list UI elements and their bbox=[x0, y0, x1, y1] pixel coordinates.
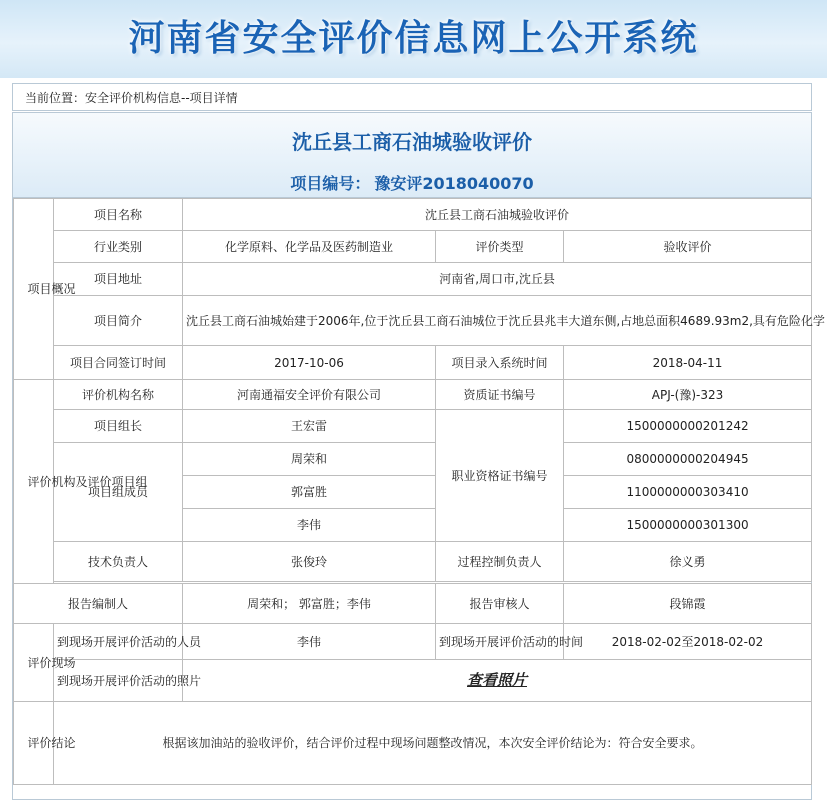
process-lead-label: 过程控制负责人 bbox=[436, 542, 564, 582]
tech-lead-value: 张俊玲 bbox=[183, 542, 436, 582]
site-title: 河南省安全评价信息网上公开系统 bbox=[128, 18, 699, 59]
tech-lead-label: 技术负责人 bbox=[54, 542, 183, 582]
table-row bbox=[14, 542, 812, 582]
conclusion-text: 根据该加油站的验收评价，结合评价过程中现场问题整改情况，本次安全评价结论为：符合安全要求。 bbox=[54, 702, 812, 785]
site-photo-label: 到现场开展评价活动的照片 bbox=[54, 660, 183, 702]
site-photo-cell bbox=[183, 660, 812, 702]
intro-value: 沈丘县工商石油城始建于2006年,位于沈丘县工商石油城位于沈丘县兆丰大道东侧,占地总面积4689.93m2,具有危险化学 bbox=[183, 296, 812, 346]
report-author-label: 报告编制人 bbox=[14, 584, 183, 624]
view-photos-link[interactable]: 查看照片 bbox=[467, 671, 528, 689]
site-time-label: 到现场开展评价活动的时间 bbox=[436, 624, 564, 660]
project-detail-table bbox=[13, 198, 825, 785]
cert-no-label: 资质证书编号 bbox=[436, 380, 564, 410]
entry-time-value: 2018-04-11 bbox=[564, 346, 812, 380]
table-row bbox=[14, 380, 812, 410]
site-staff-label: 到现场开展评价活动的人员 bbox=[54, 624, 183, 660]
member-name: 李伟 bbox=[183, 509, 436, 542]
qual-cert-number: 1500000000201242 bbox=[564, 410, 812, 443]
project-heading bbox=[13, 113, 811, 198]
contract-date-label: 项目合同签订时间 bbox=[54, 346, 183, 380]
project-detail-panel bbox=[12, 112, 825, 800]
table-row bbox=[14, 443, 812, 476]
qual-cert-number: 0800000000204945 bbox=[564, 443, 812, 476]
contract-date-value: 2017-10-06 bbox=[183, 346, 436, 380]
entry-time-label: 项目录入系统时间 bbox=[436, 346, 564, 380]
project-name-value: 沈丘县工商石油城验收评价 bbox=[183, 199, 812, 231]
section-label-team: 评价机构及评价项目组 bbox=[14, 380, 54, 584]
project-title: 沈丘县工商石油城验收评价 bbox=[292, 130, 532, 154]
leader-name: 王宏雷 bbox=[183, 410, 436, 443]
table-row bbox=[14, 231, 812, 263]
report-reviewer-label: 报告审核人 bbox=[436, 584, 564, 624]
leader-label: 项目组长 bbox=[54, 410, 183, 443]
address-value: 河南省,周口市,沈丘县 bbox=[183, 263, 812, 296]
report-reviewer-value: 段锦霞 bbox=[564, 584, 812, 624]
table-row bbox=[14, 296, 812, 346]
report-author-value: 周荣和； 郭富胜；李伟 bbox=[183, 584, 436, 624]
intro-label: 项目简介 bbox=[54, 296, 183, 346]
project-code-label: 项目编号： bbox=[290, 174, 371, 193]
site-staff-value: 李伟 bbox=[183, 624, 436, 660]
address-label: 项目地址 bbox=[54, 263, 183, 296]
industry-value: 化学原料、化学品及医药制造业 bbox=[183, 231, 436, 263]
section-label-site: 评价现场 bbox=[14, 624, 54, 702]
member-name: 周荣和 bbox=[183, 443, 436, 476]
project-name-label: 项目名称 bbox=[54, 199, 183, 231]
table-row bbox=[14, 660, 812, 702]
table-row bbox=[14, 199, 812, 231]
eval-type-value: 验收评价 bbox=[564, 231, 812, 263]
site-time-value: 2018-02-02至2018-02-02 bbox=[564, 624, 812, 660]
eval-type-label: 评价类型 bbox=[436, 231, 564, 263]
table-row bbox=[14, 702, 812, 785]
member-name: 郭富胜 bbox=[183, 476, 436, 509]
industry-label: 行业类别 bbox=[54, 231, 183, 263]
section-label-conclusion: 评价结论 bbox=[14, 702, 54, 785]
table-row bbox=[14, 346, 812, 380]
cert-no-value: APJ-(豫)-323 bbox=[564, 380, 812, 410]
breadcrumb: 当前位置：安全评价机构信息--项目详情 bbox=[12, 83, 812, 111]
org-name-value: 河南通福安全评价有限公司 bbox=[183, 380, 436, 410]
section-label-overview: 项目概况 bbox=[14, 199, 54, 380]
project-code bbox=[13, 171, 811, 194]
table-row bbox=[14, 624, 812, 660]
qual-cert-label: 职业资格证书编号 bbox=[436, 410, 564, 542]
table-row bbox=[14, 263, 812, 296]
process-lead-value: 徐义勇 bbox=[564, 542, 812, 582]
table-row bbox=[14, 410, 812, 443]
site-header bbox=[0, 0, 827, 78]
org-name-label: 评价机构名称 bbox=[54, 380, 183, 410]
qual-cert-number: 1100000000303410 bbox=[564, 476, 812, 509]
table-row bbox=[14, 584, 812, 624]
qual-cert-number: 1500000000301300 bbox=[564, 509, 812, 542]
members-label: 项目组成员 bbox=[54, 443, 183, 542]
project-code-value: 豫安评2018040070 bbox=[374, 174, 534, 193]
